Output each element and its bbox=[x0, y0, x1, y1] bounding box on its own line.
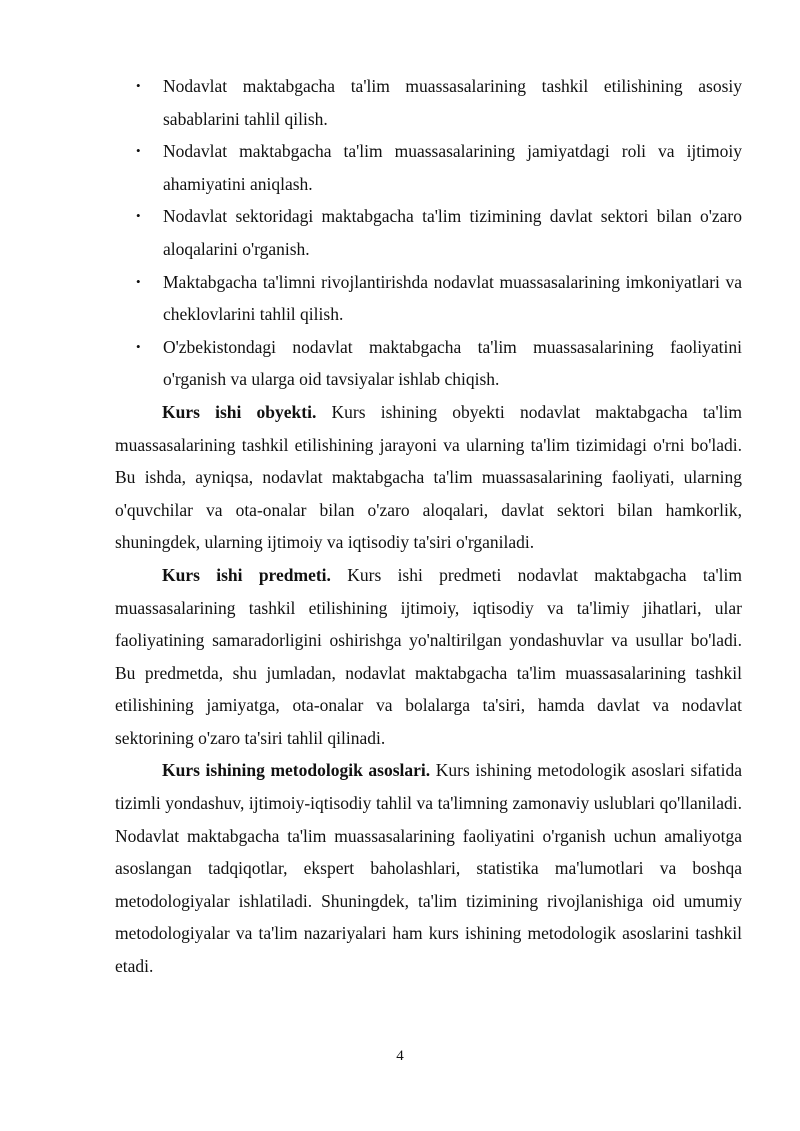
section-heading: Kurs ishining metodologik asoslari. bbox=[162, 760, 431, 781]
bullet-icon: • bbox=[136, 338, 141, 354]
list-item-text: Nodavlat sektoridagi maktabgacha ta'lim tizimining davlat sektori bilan o'zaro aloqalarini o'rganish. bbox=[163, 206, 742, 259]
page-content bbox=[115, 70, 742, 983]
bullet-icon: • bbox=[136, 273, 141, 289]
methodology-paragraph bbox=[115, 754, 742, 982]
bullet-icon: • bbox=[136, 208, 141, 224]
section-text: Kurs ishining obyekti nodavlat maktabgacha ta'lim muassasalarining tashkil etilishining jarayoni va ularning ta'lim tizimidagi o'rni bo'ladi. Bu ishda, ayniqsa, nodavlat maktabgacha ta'lim muassasalarining faoliyati, ularning o'quvchilar va ota-onalar bilan o'zaro aloqalari, davlat sektori bilan hamkorlik, shuningdek, ularning ijtimoiy va iqtisodiy ta'siri o'rganiladi. bbox=[115, 401, 742, 553]
objectives-list bbox=[115, 70, 742, 396]
section-heading: Kurs ishi predmeti. bbox=[162, 564, 331, 585]
list-item-text: Nodavlat maktabgacha ta'lim muassasalarining jamiyatdagi roli va ijtimoiy ahamiyatini aniqlash. bbox=[163, 141, 742, 194]
list-item bbox=[115, 331, 742, 396]
bullet-icon: • bbox=[136, 78, 141, 93]
list-item bbox=[115, 200, 742, 265]
bullet-icon: • bbox=[136, 143, 141, 159]
page-number: 4 bbox=[396, 1048, 404, 1064]
list-item bbox=[115, 70, 742, 135]
list-item bbox=[115, 135, 742, 200]
list-item-text: O'zbekistondagi nodavlat maktabgacha ta'lim muassasalarining faoliyatini o'rganish va ularga oid tavsiyalar ishlab chiqish. bbox=[163, 336, 742, 390]
section-text: Kurs ishi predmeti nodavlat maktabgacha ta'lim muassasalarining tashkil etilishining ijtimoiy, iqtisodiy va ta'limiy jihatlari, ular faoliyatining samaradorligini oshirishga yo'naltirilgan yondashuvlar va usullar bo'ladi. Bu predmetda, shu jumladan, nodavlat maktabgacha ta'lim muassasalarining tashkil etilishining jamiyatga, ota-onalar va bolalarga ta'siri, hamda davlat va nodavlat sektorining o'zaro ta'siri tahlil qilinadi. bbox=[115, 564, 742, 748]
list-item-text: Nodavlat maktabgacha ta'lim muassasalarining tashkil etilishining asosiy sabablarini tahlil qilish. bbox=[163, 76, 742, 129]
subject-paragraph bbox=[115, 559, 742, 755]
list-item-text: Maktabgacha ta'limni rivojlantirishda nodavlat muassasalarining imkoniyatlari va cheklovlarini tahlil qilish. bbox=[163, 271, 742, 325]
list-item bbox=[115, 266, 742, 331]
section-heading: Kurs ishi obyekti. bbox=[162, 401, 317, 422]
section-text: Kurs ishining metodologik asoslari sifatida tizimli yondashuv, ijtimoiy-iqtisodiy tahlil va ta'limning zamonaviy uslublari qo'llaniladi. Nodavlat maktabgacha ta'lim muassasalarining faoliyatini o'rganish uchun amaliyotga asoslangan tadqiqotlar, ekspert baholashlari, statistika ma'lumotlari va boshqa metodologiyalar ishlatiladi. Shuningdek, ta'lim tizimining rivojlanishiga oid umumiy metodologiyalar va ta'lim nazariyalari ham kurs ishining metodologik asoslarini tashkil etadi. bbox=[115, 760, 742, 977]
object-paragraph bbox=[115, 396, 742, 559]
